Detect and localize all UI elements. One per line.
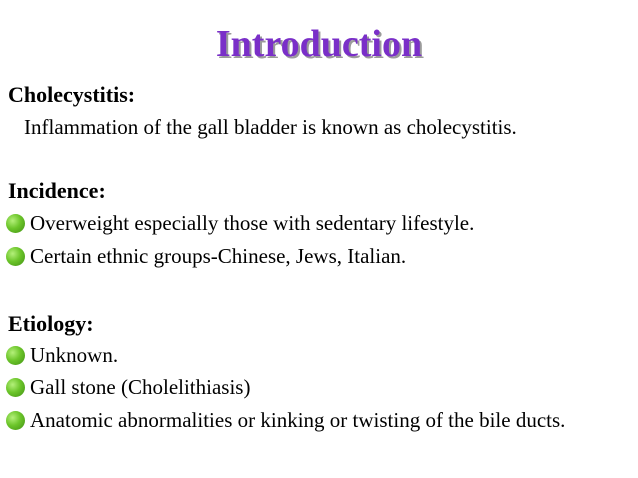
green-dot-bullet-icon (6, 214, 25, 233)
bullet-text: Anatomic abnormalities or kinking or twisting of the bile ducts. (30, 408, 566, 432)
incidence-bullet-item (6, 243, 630, 269)
green-dot-bullet-icon (6, 411, 25, 430)
green-dot-bullet-icon (6, 247, 25, 266)
bullet-text: Certain ethnic groups-Chinese, Jews, Italian. (30, 244, 407, 268)
bullet-text: Gall stone (Cholelithiasis) (30, 375, 251, 399)
incidence-bullet-item (6, 210, 630, 236)
etiology-bullet-item (6, 342, 630, 368)
bullet-text: Unknown. (30, 343, 119, 367)
cholecystitis-definition: Inflammation of the gall bladder is known as cholecystitis. (24, 115, 517, 139)
slide-title: Introduction (215, 23, 423, 65)
cholecystitis-heading: Cholecystitis: (8, 82, 136, 107)
etiology-heading: Etiology: (8, 311, 94, 336)
etiology-bullet-item (6, 374, 630, 400)
bullet-text: Overweight especially those with sedentary lifestyle. (30, 211, 475, 235)
incidence-heading: Incidence: (8, 178, 106, 203)
green-dot-bullet-icon (6, 378, 25, 397)
green-dot-bullet-icon (6, 346, 25, 365)
etiology-bullet-item (6, 407, 630, 433)
